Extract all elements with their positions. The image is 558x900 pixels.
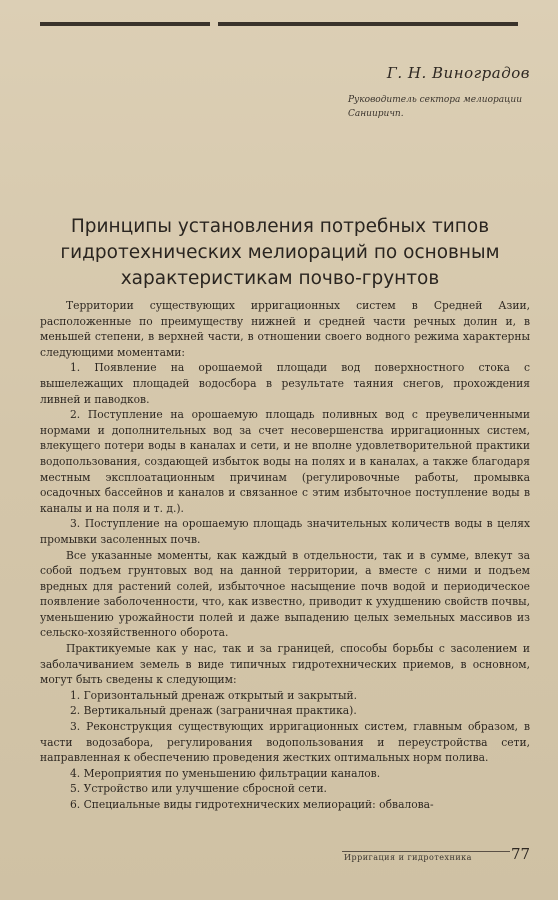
paragraph-intro: Территории существующих ирригационных систем в Средней Азии, расположенные по преимуществу нижней и средней части речных долин и, в меньшей степени, в верхней части, в отношении своего водного режима характерны следующими моментами: (40, 299, 530, 359)
list-item: 1. Появление на орошаемой площади вод поверхностного стока с вышележащих площадей водосбора в результате таяния снегов, прохождения ливней и паводков. (40, 361, 530, 406)
paragraph: Практикуемые как у нас, так и за границей, способы борьбы с засолением и заболачиванием земель в виде типичных гидротехнических приемов, в основном, могут быть сведены к следующим: (40, 642, 530, 687)
journal-name: Ирригация и гидротехника (344, 853, 472, 862)
list-item: 6. Специальные виды гидротехнических мелиораций: обвалова- (70, 798, 434, 811)
author-role: Руководитель сектора мелиорации Санииричп. (348, 95, 522, 119)
list-item: 3. Поступление на орошаемую площадь значительных количеств воды в целях промывки засоленных почв. (40, 517, 530, 546)
list-item: 3. Реконструкция существующих ирригационных систем, главным образом, в части водозабора, регулирования водопользования и переустройства сети, направленная к обеспечению проведения жестких оптимальных норм полива. (40, 720, 530, 765)
header-rule-right (218, 22, 518, 26)
page-number: 77 (511, 845, 531, 863)
footer-rule (342, 851, 510, 852)
article-title: Принципы установления потребных типов гидротехнических мелиораций по основным характеристикам почво-грунтов (60, 216, 500, 289)
paragraph: Все указанные моменты, как каждый в отдельности, так и в сумме, влекут за собой подъем грунтовых вод на данной территории, а вместе с ними и подъем вредных для растений солей, избыточное насыщение почв водой и периодическое появление заболоченности, что, как известно, приводит к ухудшению свойств почвы, уменьшению урожайности полей и даже выпадению целых земельных массивов из сельско-хозяйственного оборота. (40, 548, 530, 640)
list-item: 2. Поступление на орошаемую площадь поливных вод с преувеличенными нормами и дополнительных вод за счет несовершенства ирригационных систем, влекущего потери воды в каналах и сети, и не вполне удовлетворительной практики водопользования, создающей избыток воды на полях и в каналах, а также благодаря местным эксплоатационным причинам (регулировочные работы, промывка осадочных бассейнов и каналов и связанное с этим избыточное поступление воды в каналы и на поля и т. д.). (40, 408, 530, 515)
header-rule-left (40, 22, 210, 26)
list-item: 5. Устройство или улучшение сбросной сети. (70, 782, 327, 796)
list-item: 1. Горизонтальный дренаж открытый и закрытый. (70, 688, 357, 702)
list-item: 2. Вертикальный дренаж (заграничная практика). (70, 704, 357, 718)
author-name: Г. Н. Виноградов (386, 64, 530, 82)
list-item: 4. Мероприятия по уменьшению фильтрации каналов. (70, 766, 381, 780)
article-body (40, 298, 530, 813)
